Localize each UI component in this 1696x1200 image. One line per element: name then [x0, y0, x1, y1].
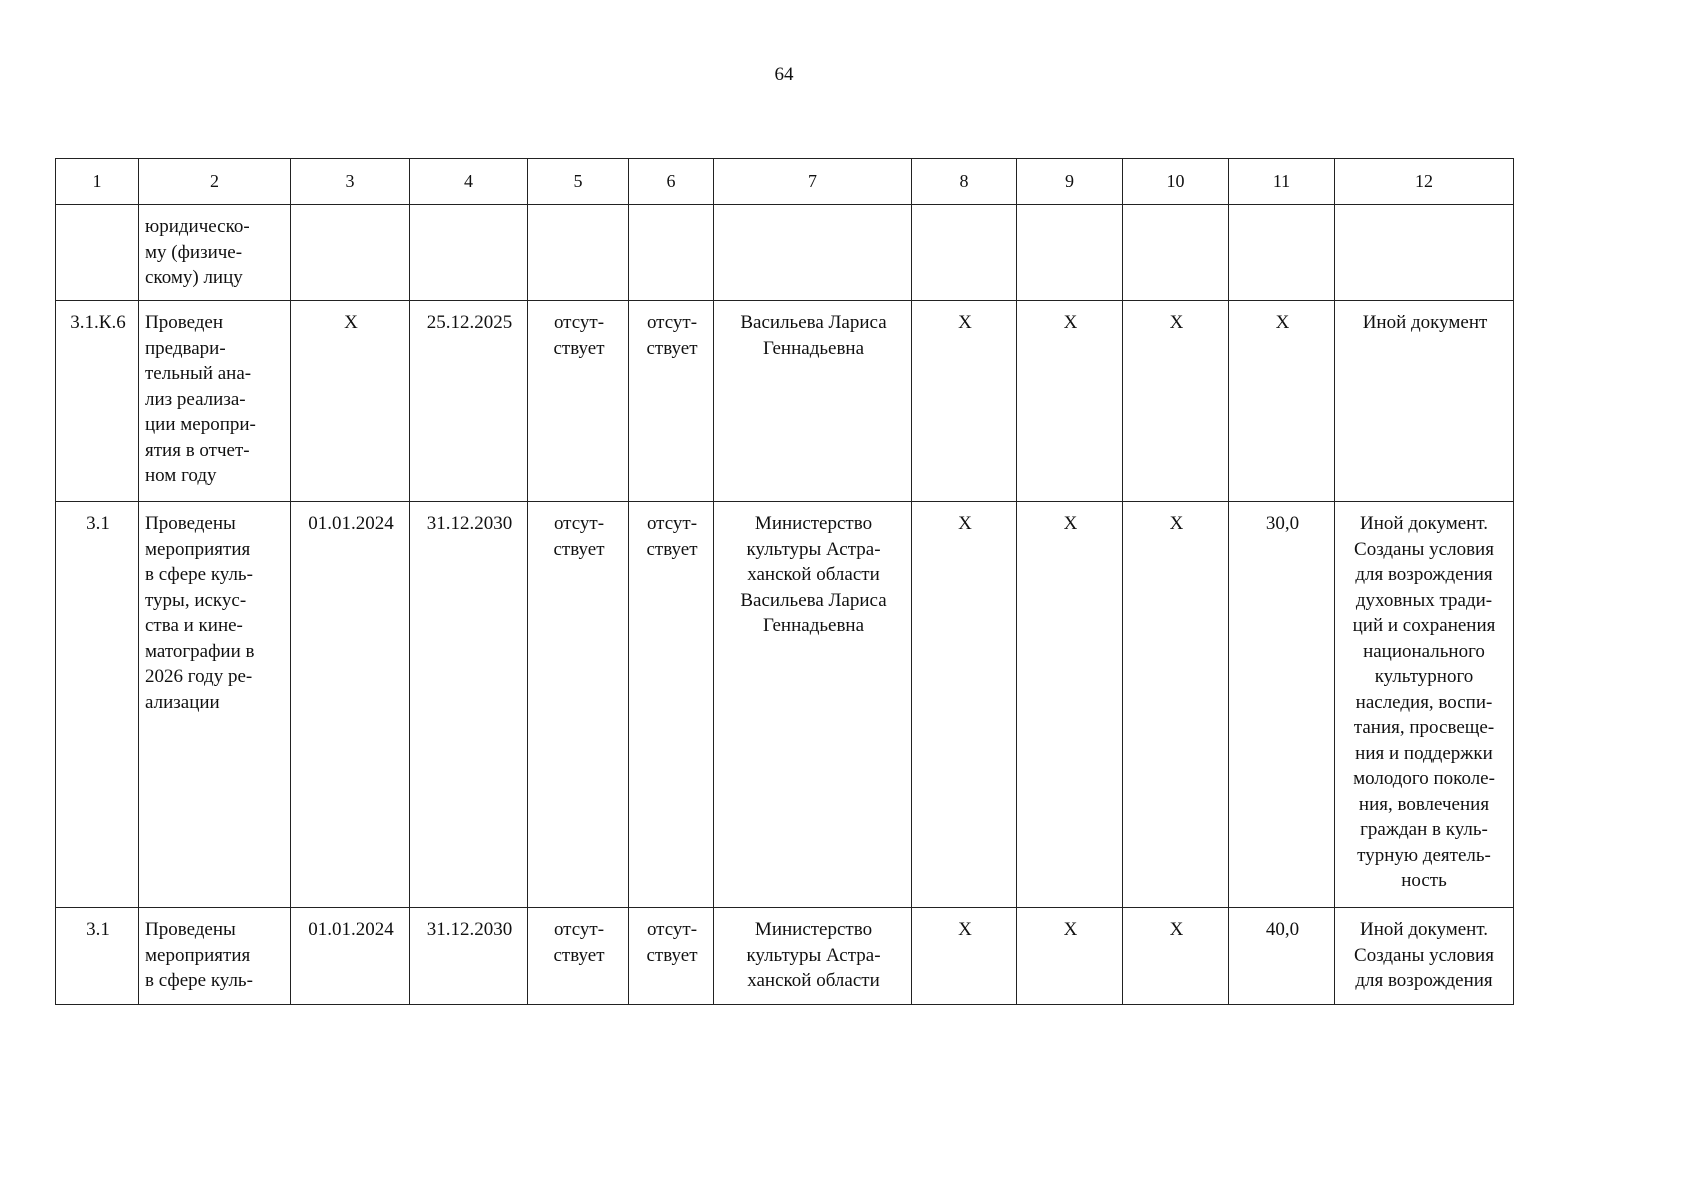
cell-number: 3.1 [56, 908, 139, 1005]
header-cell: 5 [528, 159, 629, 205]
cell-col8: X [912, 908, 1017, 1005]
cell-responsible [714, 205, 912, 301]
header-cell: 8 [912, 159, 1017, 205]
cell-number: 3.1.К.6 [56, 301, 139, 502]
cell-document [1335, 205, 1514, 301]
cell-col10: X [1123, 301, 1229, 502]
cell-description: Проведен предвари- тельный ана- лиз реализа- ции меропри- ятия в отчет- ном году [139, 301, 291, 502]
cell-col5: отсут- ствует [528, 908, 629, 1005]
header-cell: 6 [629, 159, 714, 205]
cell-description: Проведены мероприятия в сфере куль- [139, 908, 291, 1005]
cell-col9: X [1017, 301, 1123, 502]
header-cell: 3 [291, 159, 410, 205]
table-row [56, 205, 1514, 301]
cell-col10 [1123, 205, 1229, 301]
cell-col6: отсут- ствует [629, 301, 714, 502]
cell-end-date: 31.12.2030 [410, 502, 528, 908]
cell-description: Проведены мероприятия в сфере куль- туры, искус- ства и кине- матографии в 2026 году ре- ализации [139, 502, 291, 908]
cell-start-date: 01.01.2024 [291, 502, 410, 908]
document-table [55, 158, 1514, 1005]
cell-document: Иной документ. Созданы условия для возрождения духовных тради- ций и сохранения национального культурного наследия, воспи- тания, просвеще- ния и поддержки молодого поколе- ния, вовлечения граждан в куль- турную деятель- ность [1335, 502, 1514, 908]
cell-col10: X [1123, 908, 1229, 1005]
cell-col5: отсут- ствует [528, 301, 629, 502]
page-number: 64 [774, 64, 794, 85]
table-row [56, 502, 1514, 908]
cell-end-date: 25.12.2025 [410, 301, 528, 502]
header-cell: 7 [714, 159, 912, 205]
cell-responsible: Васильева Лариса Геннадьевна [714, 301, 912, 502]
cell-col6 [629, 205, 714, 301]
table-row [56, 301, 1514, 502]
cell-document: Иной документ [1335, 301, 1514, 502]
cell-end-date: 31.12.2030 [410, 908, 528, 1005]
cell-col5: отсут- ствует [528, 502, 629, 908]
cell-col11 [1229, 205, 1335, 301]
cell-start-date [291, 205, 410, 301]
cell-col8: X [912, 502, 1017, 908]
header-cell: 9 [1017, 159, 1123, 205]
cell-col6: отсут- ствует [629, 502, 714, 908]
cell-number: 3.1 [56, 502, 139, 908]
cell-responsible: Министерство культуры Астра- ханской области Васильева Лариса Геннадьевна [714, 502, 912, 908]
cell-col9: X [1017, 502, 1123, 908]
header-cell: 4 [410, 159, 528, 205]
cell-col6: отсут- ствует [629, 908, 714, 1005]
cell-document: Иной документ. Созданы условия для возрождения [1335, 908, 1514, 1005]
cell-number [56, 205, 139, 301]
table-header-row [56, 159, 1514, 205]
header-cell: 11 [1229, 159, 1335, 205]
cell-end-date [410, 205, 528, 301]
header-cell: 1 [56, 159, 139, 205]
cell-start-date: 01.01.2024 [291, 908, 410, 1005]
cell-col9 [1017, 205, 1123, 301]
cell-col10: X [1123, 502, 1229, 908]
table-row [56, 908, 1514, 1005]
cell-responsible: Министерство культуры Астра- ханской области [714, 908, 912, 1005]
header-cell: 2 [139, 159, 291, 205]
cell-col11: 30,0 [1229, 502, 1335, 908]
header-cell: 12 [1335, 159, 1514, 205]
cell-col11: 40,0 [1229, 908, 1335, 1005]
header-cell: 10 [1123, 159, 1229, 205]
cell-description: юридическо- му (физиче- скому) лицу [139, 205, 291, 301]
cell-start-date: X [291, 301, 410, 502]
cell-col5 [528, 205, 629, 301]
cell-col11: X [1229, 301, 1335, 502]
cell-col8 [912, 205, 1017, 301]
cell-col8: X [912, 301, 1017, 502]
cell-col9: X [1017, 908, 1123, 1005]
